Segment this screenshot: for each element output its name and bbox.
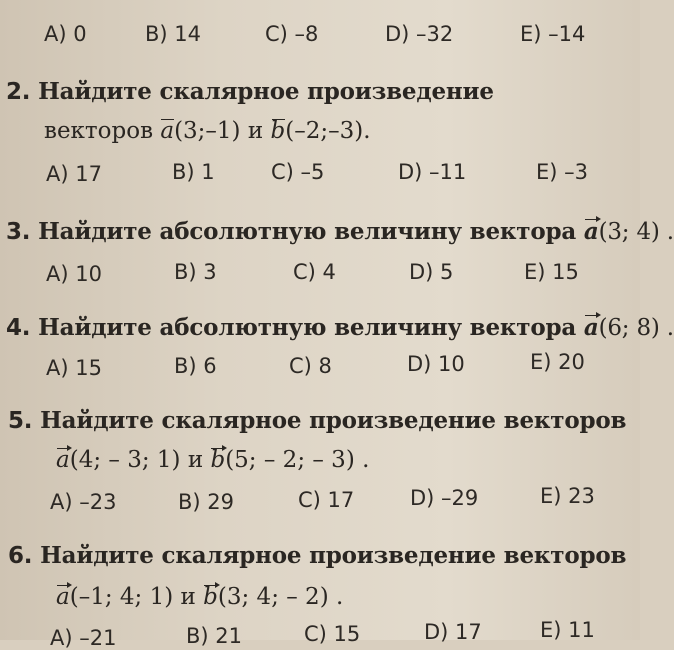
vector-a-coords: (–1; 4; 1) — [69, 584, 174, 610]
vector-b-symbol: b — [210, 447, 226, 473]
and-word: и — [180, 584, 196, 610]
answer-d: D) 10 — [407, 352, 465, 376]
answer-d: D) –11 — [398, 160, 467, 184]
answer-d: D) –32 — [385, 22, 454, 46]
answer-c: C) 8 — [289, 354, 332, 378]
vector-a-symbol: a — [583, 218, 599, 245]
and-word: и — [187, 447, 204, 473]
vector-a-coords: (3;–1) — [174, 118, 241, 144]
vector-b-coords: (5; – 2; – 3) . — [225, 447, 370, 473]
question-number: 4. — [6, 315, 31, 341]
answer-d: D) 5 — [409, 260, 454, 284]
answer-b: B) 29 — [178, 490, 234, 514]
question-2-title — [6, 78, 494, 105]
answer-a: A) 10 — [46, 262, 102, 286]
answer-e: E) 20 — [530, 350, 585, 374]
question-6-title — [8, 542, 626, 569]
vector-coords: (6; 8) . — [598, 315, 674, 341]
answer-e: E) –14 — [520, 22, 586, 46]
question-5-title — [8, 407, 626, 434]
answer-c: C) –5 — [271, 160, 325, 184]
question-number: 2. — [6, 79, 31, 105]
vector-a-symbol: a — [583, 314, 599, 341]
answer-b: B) 6 — [174, 354, 217, 378]
and-word: и — [247, 118, 264, 144]
question-text: Найдите скалярное произведение векторов — [40, 542, 627, 569]
question-text: Найдите скалярное произведение — [38, 78, 494, 105]
question-text: Найдите абсолютную величину вектора — [38, 314, 577, 341]
vector-a-coords: (4; – 3; 1) — [69, 447, 181, 473]
answer-c: C) 17 — [298, 488, 355, 512]
answer-a: A) 15 — [46, 356, 102, 380]
answer-b: B) 1 — [172, 160, 215, 184]
answer-b: B) 21 — [186, 624, 242, 648]
question-2-vectors — [44, 118, 371, 144]
answer-e: E) 11 — [540, 618, 595, 642]
answer-c: C) –8 — [265, 22, 319, 46]
question-number: 3. — [6, 219, 31, 245]
answer-a: A) 0 — [44, 22, 87, 46]
answer-e: E) 15 — [524, 260, 579, 284]
question-number: 5. — [8, 408, 33, 434]
answer-d: D) 17 — [424, 620, 482, 644]
question-3-title — [6, 218, 674, 245]
answer-d: D) –29 — [410, 486, 479, 510]
question-4-title — [6, 314, 674, 341]
vector-b-coords: (–2;–3) — [285, 118, 364, 144]
answer-e: E) –3 — [536, 160, 588, 184]
period: . — [363, 118, 371, 144]
answer-b: B) 3 — [174, 260, 217, 284]
answer-c: C) 4 — [293, 260, 336, 284]
vector-a-symbol: a — [56, 447, 70, 473]
vector-a-symbol: a — [160, 118, 175, 144]
answer-a: A) –21 — [50, 626, 117, 650]
vector-a-symbol: a — [56, 584, 70, 610]
vector-b-symbol: b — [270, 118, 286, 144]
answer-b: B) 14 — [145, 22, 201, 46]
answer-a: A) –23 — [50, 490, 117, 514]
vectors-word: векторов — [44, 118, 154, 144]
vector-b-coords: (3; 4; – 2) . — [217, 584, 344, 610]
answer-e: E) 23 — [540, 484, 595, 508]
question-6-vectors — [56, 584, 343, 610]
question-text: Найдите абсолютную величину вектора — [38, 218, 577, 245]
question-5-vectors — [56, 447, 369, 473]
vector-b-symbol: b — [203, 584, 218, 610]
vector-coords: (3; 4) . — [598, 219, 674, 245]
answer-a: A) 17 — [46, 162, 102, 186]
question-text: Найдите скалярное произведение векторов — [40, 407, 627, 434]
question-number: 6. — [8, 543, 33, 569]
answer-c: C) 15 — [304, 622, 361, 646]
